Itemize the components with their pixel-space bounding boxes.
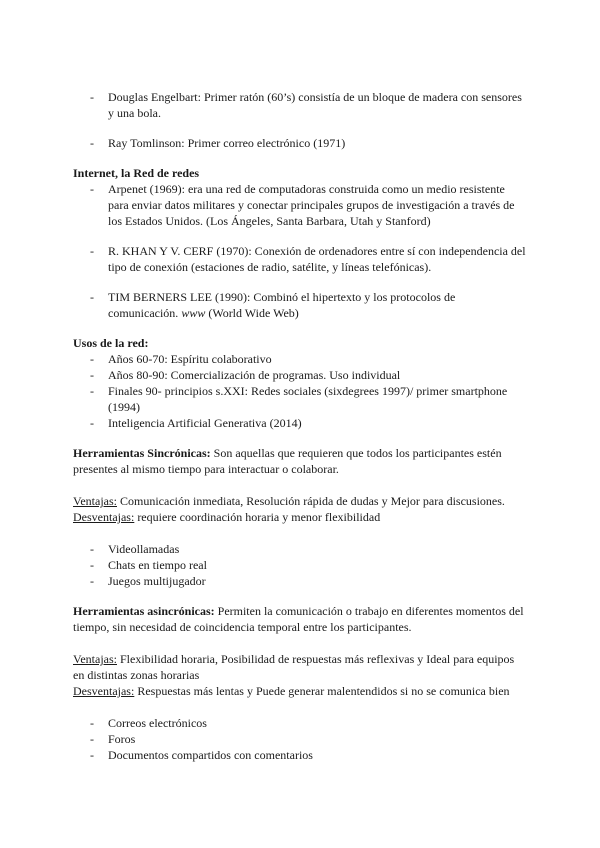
ventajas-label: Ventajas:: [73, 494, 117, 508]
sincronicas-list: [73, 541, 528, 589]
sincronicas-desventajas: [73, 509, 528, 525]
list-item: - Arpenet (1969): era una red de computadoras construida como un medio resistente para enviar datos militares y conectar principales grupos de investigación a través de los Estados Unidos. (Los Ángeles, Santa Barbara, Utah y Stanford): [73, 181, 528, 229]
list-item: - Documentos compartidos con comentarios: [73, 747, 528, 763]
internet-heading: Internet, la Red de redes: [73, 166, 200, 180]
list-item: - Juegos multijugador: [73, 573, 528, 589]
list-item: - Años 80-90: Comercialización de programas. Uso individual: [73, 367, 528, 383]
list-item: - R. KHAN Y V. CERF (1970): Conexión de ordenadores entre sí con independencia del tipo de conexión (estaciones de radio, satélite, y líneas telefónicas).: [73, 243, 528, 275]
list-item-text: TIM BERNERS LEE (1990): Combinó el hipertexto y los protocolos de comunicación.: [108, 290, 456, 320]
document-content: [73, 89, 528, 763]
desventajas-text: Respuestas más lentas y Puede generar malentendidos si no se comunica bien: [134, 684, 510, 698]
list-item: - Douglas Engelbart: Primer ratón (60’s) consistía de un bloque de madera con sensores y una bola.: [73, 89, 528, 121]
list-item: - Videollamadas: [73, 541, 528, 557]
desventajas-label: Desventajas:: [73, 684, 135, 698]
www-text: www: [181, 306, 206, 320]
ventajas-text: Flexibilidad horaria, Posibilidad de respuestas más reflexivas y Ideal para equipos en distintas zonas horarias: [73, 652, 515, 682]
list-item: - Ray Tomlinson: Primer correo electrónico (1971): [73, 135, 528, 151]
desventajas-label: Desventajas:: [73, 510, 135, 524]
asincronicas-ventajas: [73, 651, 528, 683]
asincronicas-text: Permiten la comunicación o trabajo en diferentes momentos del tiempo, sin necesidad de coincidencia temporal entre los participantes.: [73, 604, 524, 634]
www-rest: (World Wide Web): [205, 306, 299, 320]
sincronicas-text: Son aquellas que requieren que todos los participantes estén presentes al mismo tiempo para interactuar o colaborar.: [73, 446, 502, 476]
sincronicas-paragraph: [73, 445, 528, 477]
ventajas-label: Ventajas:: [73, 652, 117, 666]
ventajas-text: Comunicación inmediata, Resolución rápida de dudas y Mejor para discusiones.: [117, 494, 505, 508]
intro-list: [73, 89, 528, 151]
usos-heading: Usos de la red:: [73, 336, 149, 350]
sincronicas-heading: Herramientas Sincrónicas:: [73, 446, 211, 460]
asincronicas-list: [73, 715, 528, 763]
list-item: - Foros: [73, 731, 528, 747]
sincronicas-ventajas: [73, 493, 528, 509]
list-item: - Chats en tiempo real: [73, 557, 528, 573]
list-item: - Correos electrónicos: [73, 715, 528, 731]
list-item: - Finales 90- principios s.XXI: Redes sociales (sixdegrees 1997)/ primer smartphone (1994): [73, 383, 528, 415]
internet-list: [73, 181, 528, 321]
desventajas-text: requiere coordinación horaria y menor flexibilidad: [134, 510, 381, 524]
list-item: [73, 289, 528, 321]
asincronicas-desventajas: [73, 683, 528, 699]
asincronicas-heading: Herramientas asincrónicas:: [73, 604, 215, 618]
asincronicas-paragraph: [73, 603, 528, 635]
list-item: - Años 60-70: Espíritu colaborativo: [73, 351, 528, 367]
usos-list: [73, 351, 528, 431]
list-item: - Inteligencia Artificial Generativa (2014): [73, 415, 528, 431]
